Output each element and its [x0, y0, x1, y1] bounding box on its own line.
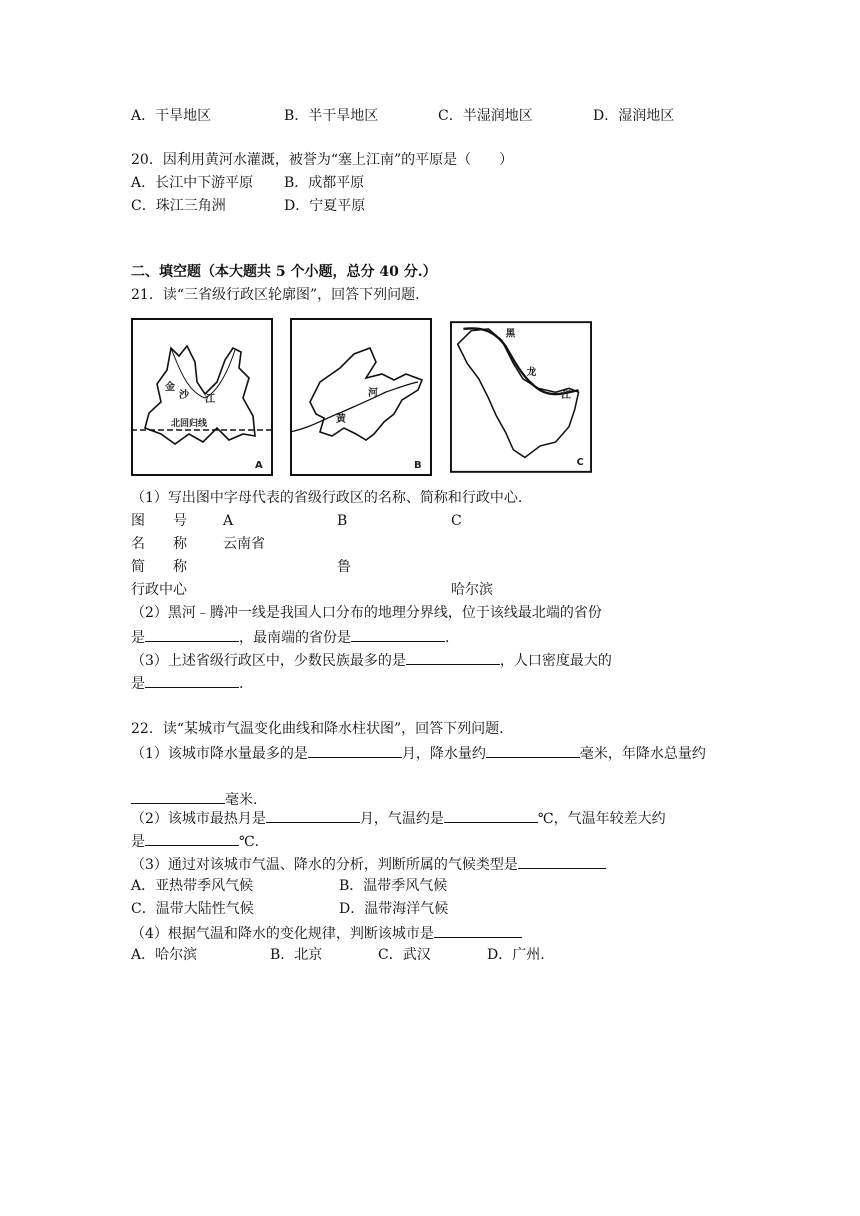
map-a-label-jin: 金	[165, 382, 175, 393]
map-a-label-tropic: 北回归线	[171, 419, 208, 429]
map-b-letter: B	[414, 460, 422, 471]
q22-sub2: （2）该城市最热月是 月，气温约是 ℃，气温年较差大约	[131, 808, 666, 828]
q20-option-a: A．长江中下游平原	[131, 175, 254, 191]
q22-sub4-option-d: D．广州.	[487, 947, 545, 963]
table-row-label: 图 号	[131, 513, 187, 529]
q19-option-c: C．半湿润地区	[438, 108, 533, 124]
map-c-label-hei: 黑	[505, 328, 516, 340]
q22-sub3-option-b: B．温带季风气候	[339, 878, 448, 894]
q22-sub4: （4）根据气温和降水的变化规律，判断该城市是	[131, 923, 522, 943]
q22-question: 22．读“某城市气温变化曲线和降水柱状图”，回答下列问题.	[131, 721, 504, 737]
table-row-label: 行政中心	[131, 582, 187, 598]
answer-blank[interactable]	[308, 743, 402, 758]
q22-sub1-cont: 毫米.	[131, 789, 257, 809]
answer-blank[interactable]	[486, 743, 580, 758]
map-a	[131, 318, 273, 476]
q20-question: 20．因利用黄河水灌溉，被誉为“塞上江南”的平原是（ ）	[131, 152, 514, 168]
q20-option-c: C．珠江三角洲	[131, 198, 226, 214]
table-cell: B	[337, 513, 348, 529]
answer-blank[interactable]	[266, 808, 360, 823]
q21-sub2-line2: 是 ，最南端的省份是 .	[131, 627, 449, 647]
table-row-label: 简 称	[131, 559, 187, 575]
answer-blank[interactable]	[406, 650, 500, 665]
q21-question: 21．读“三省级行政区轮廓图”，回答下列问题.	[131, 287, 420, 303]
map-a-label-jiang: 江	[205, 394, 215, 405]
q22-sub4-option-b: B．北京	[270, 947, 323, 963]
map-c-label-long: 龙	[526, 366, 537, 378]
q22-sub2-cont: 是 ℃.	[131, 831, 259, 851]
answer-blank[interactable]	[131, 789, 225, 804]
answer-blank[interactable]	[145, 831, 239, 846]
q20-option-d: D．宁夏平原	[284, 198, 366, 214]
q22-sub3: （3）通过对该城市气温、降水的分析，判断所属的气候类型是	[131, 854, 606, 874]
q19-option-a: A．干旱地区	[131, 108, 212, 124]
map-c-letter: C	[576, 457, 584, 469]
q21-sub3-line1: （3）上述省级行政区中，少数民族最多的是 ，人口密度最大的	[131, 650, 612, 670]
table-cell: A	[223, 513, 234, 529]
q21-sub1: （1）写出图中字母代表的省级行政区的名称、简称和行政中心.	[131, 490, 523, 506]
q20-option-b: B．成都平原	[284, 175, 365, 191]
map-a-letter: A	[255, 460, 263, 471]
map-c	[450, 318, 592, 476]
answer-blank[interactable]	[145, 627, 239, 642]
map-b-label-huang: 黄	[336, 414, 346, 425]
q22-sub3-option-c: C．温带大陆性气候	[131, 901, 254, 917]
answer-blank[interactable]	[145, 673, 239, 688]
table-row-label: 名 称	[131, 536, 187, 552]
q22-sub4-option-a: A．哈尔滨	[131, 947, 198, 963]
map-b-label-he: 河	[368, 388, 378, 399]
table-cell: 哈尔滨	[451, 582, 493, 598]
answer-blank[interactable]	[351, 627, 445, 642]
answer-blank[interactable]	[444, 808, 538, 823]
map-c-label-jiang: 江	[561, 389, 571, 401]
answer-blank[interactable]	[434, 923, 522, 938]
table-cell: 云南省	[223, 536, 265, 552]
q22-sub1: （1）该城市降水量最多的是 月，降水量约 毫米，年降水总量约	[131, 743, 706, 763]
q21-sub3-line2: 是 .	[131, 673, 243, 693]
q21-sub2-line1: （2）黑河﹣腾冲一线是我国人口分布的地理分界线，位于该线最北端的省份	[131, 605, 602, 621]
q22-sub4-option-c: C．武汉	[378, 947, 431, 963]
table-cell: 鲁	[337, 559, 351, 575]
table-cell: C	[451, 513, 462, 529]
section-title: 二、填空题（本大题共 5 个小题，总分 40 分.）	[131, 264, 437, 280]
map-a-label-sha: 沙	[179, 390, 189, 401]
q22-sub3-option-a: A．亚热带季风气候	[131, 878, 254, 894]
q19-option-d: D．湿润地区	[593, 108, 675, 124]
answer-blank[interactable]	[518, 854, 606, 869]
q19-option-b: B．半干旱地区	[284, 108, 379, 124]
q22-sub3-option-d: D．温带海洋气候	[339, 901, 449, 917]
map-b	[290, 318, 432, 476]
